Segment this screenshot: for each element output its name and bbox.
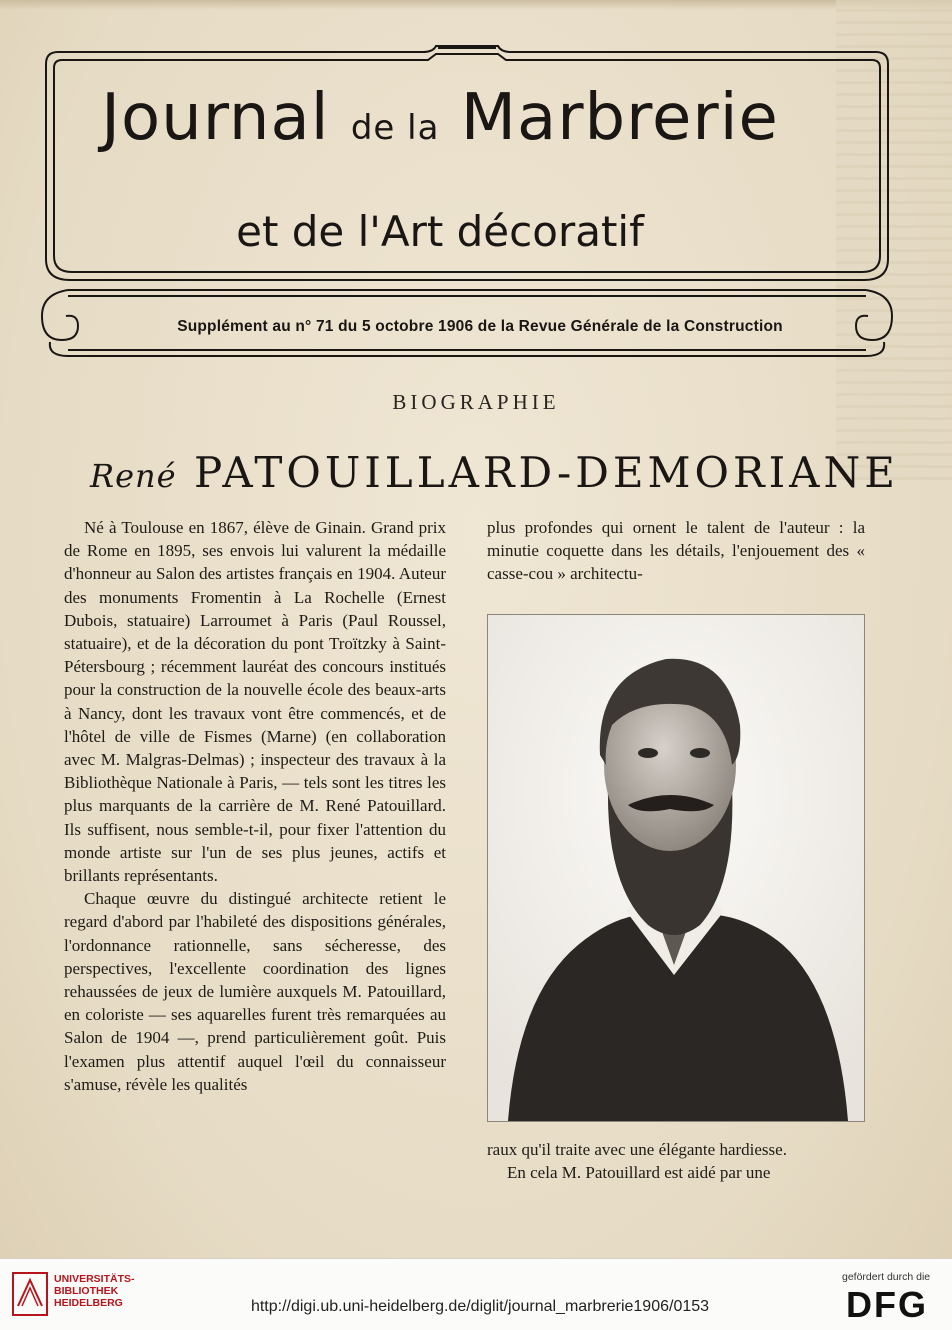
title-de-la: de la bbox=[350, 108, 440, 148]
page-shadow bbox=[0, 0, 952, 10]
funded-by-label: gefördert durch die bbox=[842, 1271, 931, 1283]
journal-title bbox=[40, 78, 840, 168]
article-paragraph: Né à Toulouse en 1867, élève de Ginain. Grand prix de Rome en 1895, ses envois lui valurent la médaille d'honneur au Salon des artistes français en 1904. Auteur des monuments Fromentin à La Rochelle (Ernest Dubois, statuaire) Larroumet à Paris (Paul Roussel, statuaire), et de la décoration du pont Troïtzky à Saint-Pétersbourg ; récemment lauréat des concours institués pour la construction de la nouvelle école des beaux-arts à Nancy, dont les travaux vont être commencés, et de l'hôtel de ville de Fismes (Marne) (en collaboration avec M. Malgras-Delmas) ; inspecteur des travaux à la Bibliothèque Nationale à Paris, — tels sont les titres les plus marquants de la carrière de M. René Patouillard. Ils suffisent, nous semble-t-il, pour fixer l'attention du monde artiste sur l'un de ses plus jeunes, actifs et brillants représentants. bbox=[64, 518, 446, 886]
journal-subtitle: et de l'Art décoratif bbox=[236, 207, 644, 256]
university-line: UNIVERSITÄTS- bbox=[54, 1273, 135, 1285]
person-name-heading bbox=[90, 448, 899, 497]
person-last-name: PATOUILLARD-DEMORIANE bbox=[193, 448, 899, 497]
page-url-link[interactable]: http://digi.ub.uni-heidelberg.de/diglit/journal_marbrerie1906/0153 bbox=[250, 1298, 710, 1315]
article-paragraph: plus profondes qui ornent le talent de l'auteur : la minutie coquette dans les détails, l'enjouement des « casse-cou » architectu- bbox=[487, 518, 865, 584]
article-paragraph: Chaque œuvre du distingué architecte retient le regard d'abord par l'habileté des dispositions générales, l'ordonnance rationnelle, sans sécheresse, des perspectives, l'excellente coordination des lignes rehaussées de jeux de lumière auxquels M. Patouillard, en coloriste — ses aquarelles furent très remarquées au Salon de 1904 —, prend particulièrement goût. Puis l'examen plus attentif auquel l'œil du connaisseur s'amuse, révèle les qualités bbox=[64, 889, 446, 1094]
article-right-column-top bbox=[487, 516, 865, 586]
university-library-name bbox=[54, 1273, 135, 1309]
title-marbrerie: Marbrerie bbox=[460, 81, 779, 155]
person-first-name: René bbox=[90, 457, 177, 495]
article-left-column bbox=[64, 516, 446, 1096]
portrait-image bbox=[488, 615, 864, 1121]
digitization-footer bbox=[0, 1258, 952, 1330]
university-line: BIBLIOTHEK bbox=[54, 1285, 119, 1297]
article-right-column-bottom bbox=[487, 1138, 865, 1184]
university-line: HEIDELBERG bbox=[54, 1297, 123, 1309]
article-paragraph: En cela M. Patouillard est aidé par une bbox=[507, 1163, 771, 1183]
section-heading: BIOGRAPHIE bbox=[392, 390, 560, 414]
supplement-line: Supplément au n° 71 du 5 octobre 1906 de la Revue Générale de la Construction bbox=[177, 318, 783, 335]
portrait-photo bbox=[487, 614, 865, 1122]
article-paragraph: raux qu'il traite avec une élégante hardiesse. bbox=[487, 1140, 787, 1159]
university-seal-icon bbox=[12, 1272, 48, 1316]
dfg-logo: DFG bbox=[846, 1284, 928, 1325]
title-journal: Journal bbox=[101, 81, 330, 155]
